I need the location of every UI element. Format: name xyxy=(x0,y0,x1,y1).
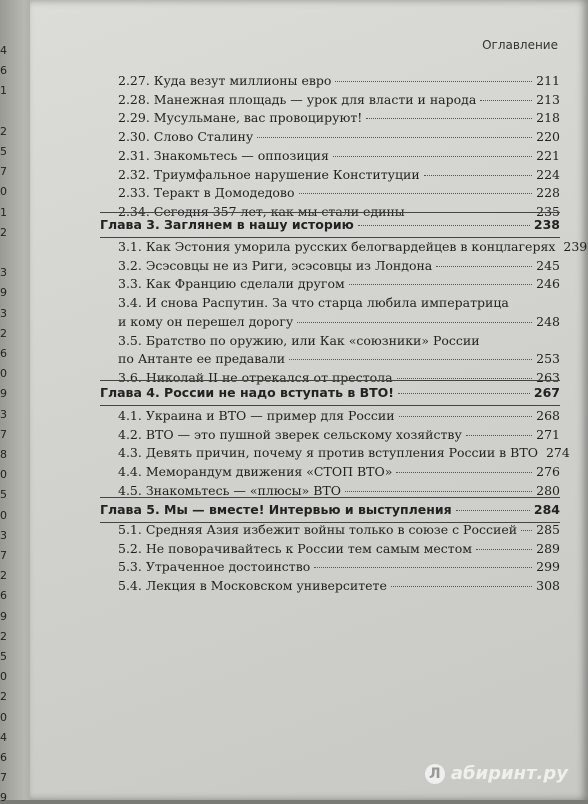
facing-page-number: 0 xyxy=(0,670,7,684)
toc-entry-title: 2.30. Слово Сталину xyxy=(118,129,254,145)
chapter-heading[interactable] xyxy=(100,218,560,232)
toc-entry-title: и кому он перешел дорогу xyxy=(118,313,294,329)
toc-entry-title: 2.27. Куда везут миллионы евро xyxy=(118,73,332,88)
facing-page-number: 0 xyxy=(0,367,7,381)
chapter-title: Глава 3. Заглянем в нашу историю xyxy=(100,217,354,232)
toc-entry[interactable] xyxy=(118,74,560,88)
toc-entry-title: 2.32. Триумфальное нарушение Конституции xyxy=(118,166,420,182)
facing-page-number: 5 xyxy=(0,650,7,663)
toc-entry-page: 289 xyxy=(536,540,560,556)
toc-entry-title: 4.2. ВТО — это пушной зверек сельскому хозяйству xyxy=(118,426,462,442)
toc-entry-page: 285 xyxy=(536,522,560,537)
leader-dots xyxy=(436,266,532,267)
toc-entry[interactable] xyxy=(118,149,560,163)
toc-entry-page: 308 xyxy=(536,578,560,594)
facing-page-number: 7 xyxy=(0,165,7,179)
toc-entry[interactable] xyxy=(118,352,560,366)
toc-entry-page: 268 xyxy=(536,408,560,423)
facing-page-number: 3 xyxy=(0,407,7,421)
toc-entry-page: 253 xyxy=(536,351,560,367)
chapter-rule xyxy=(100,237,560,238)
toc-entry-page: 276 xyxy=(536,464,560,480)
toc-entry[interactable] xyxy=(118,428,560,442)
facing-page-number: 3 xyxy=(0,306,7,320)
toc-entry[interactable] xyxy=(118,168,560,182)
toc-entry-title: 3.1. Как Эстония уморила русских белогвардейцев в концлагерях xyxy=(118,239,556,254)
toc-entry-title: 4.3. Девять причин, почему я против вступления России в ВТО xyxy=(118,445,538,461)
toc-entry-page: 218 xyxy=(536,110,560,126)
toc-entry-title: 5.2. Не поворачивайтесь к России тем самым местом xyxy=(118,540,472,556)
toc-entry[interactable] xyxy=(118,579,560,593)
facing-page-number: 2 xyxy=(0,629,7,643)
toc-entry[interactable] xyxy=(118,277,560,291)
chapter-rule xyxy=(100,497,560,498)
leader-dots xyxy=(335,81,532,82)
leader-dots xyxy=(398,393,530,394)
toc-entry[interactable] xyxy=(118,296,560,310)
toc-entry-title: 2.28. Манежная площадь — урок для власти и народа xyxy=(118,91,477,107)
chapter-heading[interactable] xyxy=(100,386,560,400)
toc-entry[interactable] xyxy=(118,542,560,556)
facing-page-number: 0 xyxy=(0,710,7,724)
facing-page-number: 6 xyxy=(0,589,7,603)
toc-entry[interactable] xyxy=(118,239,588,254)
chapter-rule xyxy=(100,212,560,213)
facing-page-number: 0 xyxy=(0,508,7,522)
page-header: Оглавление xyxy=(482,38,558,52)
toc-entry[interactable] xyxy=(118,484,560,498)
facing-page-number: 3 xyxy=(0,528,7,542)
toc-entry[interactable] xyxy=(118,259,560,273)
toc-entry-title: 3.2. Эсэсовцы не из Риги, эсэсовцы из Лондона xyxy=(118,257,433,273)
toc-entry-title: 5.4. Лекция в Московском университете xyxy=(118,578,387,594)
leader-dots xyxy=(480,100,532,101)
facing-page-number: 4 xyxy=(0,44,7,57)
facing-page-number: 9 xyxy=(0,609,7,623)
leader-dots xyxy=(333,156,532,157)
facing-page-number: 2 xyxy=(0,225,7,239)
facing-page-number: 1 xyxy=(0,84,7,98)
leader-dots xyxy=(456,510,530,511)
leader-dots xyxy=(314,567,532,568)
toc-entry-page: 239 xyxy=(563,239,588,254)
facing-page-number: 6 xyxy=(0,64,7,78)
leader-dots xyxy=(396,472,532,473)
facing-page-number: 9 xyxy=(0,286,7,300)
watermark xyxy=(425,763,568,784)
book-page xyxy=(30,0,588,800)
toc-entry[interactable] xyxy=(118,445,570,461)
toc-entry-page: 246 xyxy=(536,276,560,292)
leader-dots xyxy=(289,359,532,360)
chapter-page: 267 xyxy=(533,385,560,400)
chapter-page: 284 xyxy=(533,502,560,517)
toc-entry[interactable] xyxy=(118,409,560,423)
toc-entry-page: 224 xyxy=(536,166,560,182)
facing-page-number: 5 xyxy=(0,488,7,502)
facing-page-number: 3 xyxy=(0,266,7,280)
toc-entry-page: 228 xyxy=(536,185,560,201)
toc-entry[interactable] xyxy=(118,371,560,385)
toc-entry[interactable] xyxy=(118,334,560,348)
toc-entry[interactable] xyxy=(118,130,560,144)
toc-entry-title: 5.1. Средняя Азия избежит войны только в союзе с Россией xyxy=(118,522,518,537)
facing-page-number: 0 xyxy=(0,468,7,482)
toc-entry[interactable] xyxy=(118,111,560,125)
toc-entry-page: 299 xyxy=(536,559,560,575)
facing-page-number: 0 xyxy=(0,185,7,199)
leader-dots xyxy=(466,435,532,436)
facing-page-number: 2 xyxy=(0,690,7,704)
labirint-logo-icon: Л xyxy=(425,764,445,784)
leader-dots xyxy=(299,193,533,194)
leader-dots xyxy=(257,137,532,138)
facing-page-number: 7 xyxy=(0,549,7,562)
toc-entry-title: 2.29. Мусульмане, вас провоцируют! xyxy=(118,110,363,126)
toc-entry[interactable] xyxy=(118,186,560,200)
toc-entry-title: 4.5. Знакомьтесь — «плюсы» ВТО xyxy=(118,482,341,498)
leader-dots xyxy=(345,491,532,492)
toc-entry-title: 2.33. Теракт в Домодедово xyxy=(118,185,295,201)
toc-entry-title: 2.34. Сегодня 357 лет, как мы стали едины xyxy=(118,203,405,219)
facing-page-number: 9 xyxy=(0,791,7,804)
leader-dots xyxy=(366,118,532,119)
leader-dots xyxy=(424,175,532,176)
leader-dots xyxy=(358,225,530,226)
chapter-page: 238 xyxy=(533,217,560,232)
toc-entry-page: 280 xyxy=(536,482,560,498)
leader-dots xyxy=(349,284,532,285)
toc-entry-page: 245 xyxy=(536,257,560,273)
watermark-text: абиринт.ру xyxy=(450,763,568,784)
toc-entry-title: 3.5. Братство по оружию, или Как «союзники» России xyxy=(118,332,480,348)
toc-entry-page: 211 xyxy=(536,73,560,88)
toc-entry-page: 235 xyxy=(536,203,560,219)
toc-entry-title: 5.3. Утраченное достоинство xyxy=(118,559,311,575)
toc-entry-page: 248 xyxy=(536,313,560,329)
toc-entry-page: 221 xyxy=(536,147,560,163)
toc-entry-page: 220 xyxy=(536,129,560,145)
facing-page-number: 5 xyxy=(0,145,7,158)
leader-dots xyxy=(521,530,532,531)
facing-page-number: 6 xyxy=(0,751,7,764)
toc-entry-title: 2.31. Знакомьтесь — оппозиция xyxy=(118,147,329,163)
chapter-rule xyxy=(100,380,560,381)
chapter-heading[interactable] xyxy=(100,503,560,517)
leader-dots xyxy=(391,586,532,587)
toc-entry-title: 3.4. И снова Распутин. За что старца любила императрица xyxy=(118,295,509,311)
leader-dots xyxy=(297,322,532,323)
toc-entry-title: 4.1. Украина и ВТО — пример для России xyxy=(118,408,395,423)
toc-entry[interactable] xyxy=(118,523,560,537)
chapter-title: Глава 5. Мы — вместе! Интервью и выступления xyxy=(100,502,452,517)
toc-entry-page: 213 xyxy=(536,91,560,107)
toc-entry[interactable] xyxy=(118,465,560,479)
leader-dots xyxy=(399,416,533,417)
facing-page-number: 9 xyxy=(0,387,7,401)
toc-entry-title: 4.4. Меморандум движения «СТОП ВТО» xyxy=(118,464,393,480)
toc-entry[interactable] xyxy=(118,315,560,329)
facing-page-number: 4 xyxy=(0,730,7,744)
toc-entry[interactable] xyxy=(118,93,560,107)
leader-dots xyxy=(397,378,533,379)
toc-entry-title: 3.3. Как Францию сделали другом xyxy=(118,276,345,292)
toc-entry-page: 263 xyxy=(536,369,560,385)
toc-entry-title: 3.6. Николай II не отрекался от престола xyxy=(118,369,393,385)
toc-entry-page: 271 xyxy=(536,426,560,442)
facing-page-number: 2 xyxy=(0,326,7,340)
facing-page-number: 6 xyxy=(0,347,7,360)
toc-entry-page: 274 xyxy=(545,445,570,461)
facing-page-number: 2 xyxy=(0,569,7,583)
facing-page-number: 1 xyxy=(0,205,7,219)
toc-entry[interactable] xyxy=(118,560,560,574)
facing-page-number: 2 xyxy=(0,124,7,138)
leader-dots xyxy=(476,549,532,550)
toc-entry-title: по Антанте ее предавали xyxy=(118,351,286,367)
facing-page-number: 7 xyxy=(0,771,7,785)
facing-page-number: 8 xyxy=(0,448,7,461)
chapter-title: Глава 4. России не надо вступать в ВТО! xyxy=(100,385,394,400)
chapter-rule xyxy=(100,405,560,406)
facing-page-number: 7 xyxy=(0,427,7,441)
